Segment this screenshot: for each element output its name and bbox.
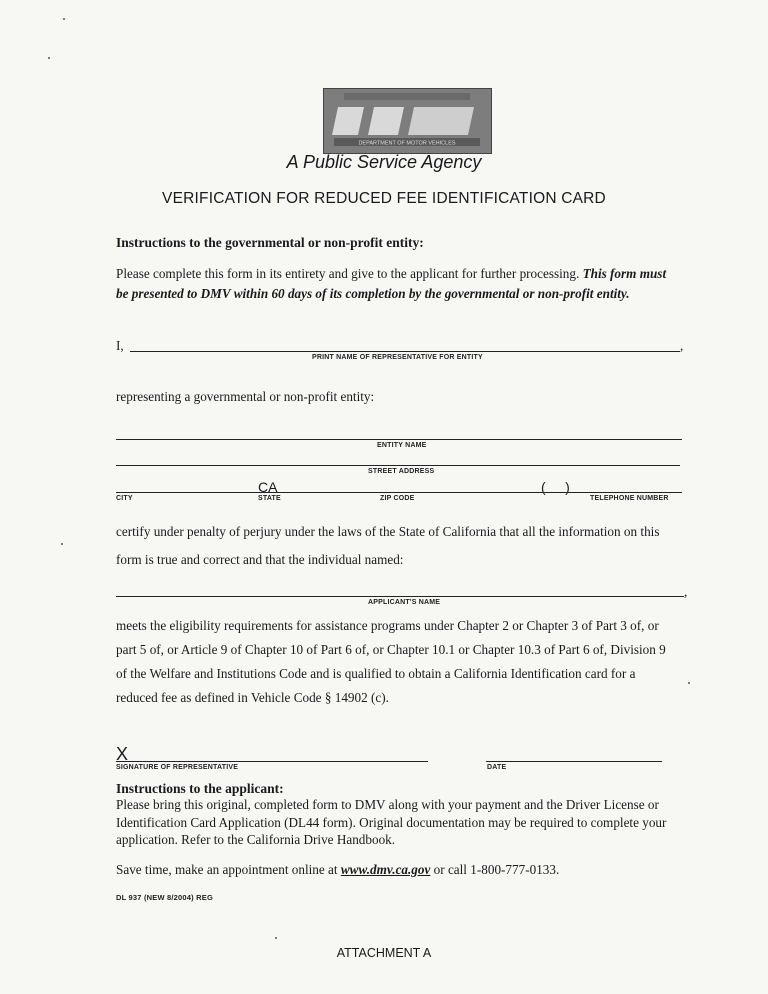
entity-instructions-plain: Please complete this form in its entirety and give to the applicant for further processing. [116, 266, 580, 281]
zip-code-caption: ZIP CODE [380, 495, 415, 502]
city-caption: CITY [116, 495, 133, 502]
scan-speck [275, 937, 277, 939]
signature-x-mark: X [116, 744, 129, 764]
date-line[interactable] [486, 761, 662, 762]
state-value: CA [258, 479, 278, 495]
representing-text: representing a governmental or non-profit entity: [116, 389, 375, 404]
applicant-instructions-text: Please bring this original, completed form to DMV along with your payment and the Driver License or Identification Card Application (DL44 form). Original documentation may be required to complete your application. Refer to the California Drive Handbook. [116, 797, 667, 847]
logo-text: DEPARTMENT OF MOTOR VEHICLES [358, 140, 456, 147]
form-number: DL 937 (NEW 8/2004) REG [116, 893, 213, 902]
eligibility-text: meets the eligibility requirements for assistance programs under Chapter 2 or Chapter 3 of Part 3 of, or part 5 of, or Article 9 of Chapter 10 of Part 6 of, or Chapter 10.1 or Chapter 10.3 of Part 6 of, Division 9 of the Welfare and Institutions Code and is qualified to obtain a California Identification card for a reduced fee as defined in Vehicle Code § 14902 (c). [116, 618, 666, 705]
state-caption: STATE [258, 495, 281, 502]
street-address-caption: STREET ADDRESS [368, 468, 435, 475]
signature-caption: SIGNATURE OF REPRESENTATIVE [116, 764, 239, 771]
appointment-text-before: Save time, make an appointment online at [116, 862, 341, 877]
scan-speck [48, 57, 50, 59]
form-title: VERIFICATION FOR REDUCED FEE IDENTIFICATION CARD [162, 190, 606, 207]
attachment-label: ATTACHMENT A [336, 946, 432, 960]
phone-area-code: ( ) [541, 479, 570, 495]
scan-speck [61, 543, 63, 545]
appointment-text-after: or call 1-800-777-0133. [430, 862, 560, 877]
applicant-comma: , [684, 584, 688, 599]
entity-name-line[interactable] [116, 439, 682, 440]
signature-line[interactable] [116, 761, 428, 762]
entity-instructions-heading: Instructions to the governmental or non-profit entity: [116, 235, 424, 250]
applicant-name-line[interactable] [116, 596, 684, 597]
representative-prefix: I, [116, 338, 124, 353]
street-address-line[interactable] [116, 465, 680, 466]
applicant-instructions-heading: Instructions to the applicant: [116, 781, 284, 796]
representative-name-line[interactable] [130, 351, 680, 352]
dmv-logo [323, 88, 492, 154]
appointment-text [116, 860, 682, 880]
city-state-zip-phone-line[interactable] [116, 492, 682, 493]
certify-text: certify under penalty of perjury under the laws of the State of California that all the information on this form is true and correct and that the individual named: [116, 524, 660, 567]
agency-tagline: A Public Service Agency [286, 152, 482, 172]
representative-comma: , [680, 338, 684, 353]
entity-instructions-emphasis: This form must be presented to DMV within 60 days of its completion by the governmental or non-profit entity. [116, 266, 667, 301]
applicant-name-caption: APPLICANT'S NAME [368, 599, 441, 606]
scan-speck [688, 682, 690, 684]
representative-name-caption: PRINT NAME OF REPRESENTATIVE FOR ENTITY [312, 354, 483, 361]
entity-instructions-text [116, 264, 681, 304]
scan-speck [63, 18, 65, 20]
dmv-logo-graphic [324, 89, 491, 153]
telephone-caption: TELEPHONE NUMBER [590, 495, 669, 502]
date-caption: DATE [487, 764, 507, 771]
dmv-website-link[interactable]: www.dmv.ca.gov [340, 862, 431, 877]
entity-name-caption: ENTITY NAME [377, 442, 427, 449]
